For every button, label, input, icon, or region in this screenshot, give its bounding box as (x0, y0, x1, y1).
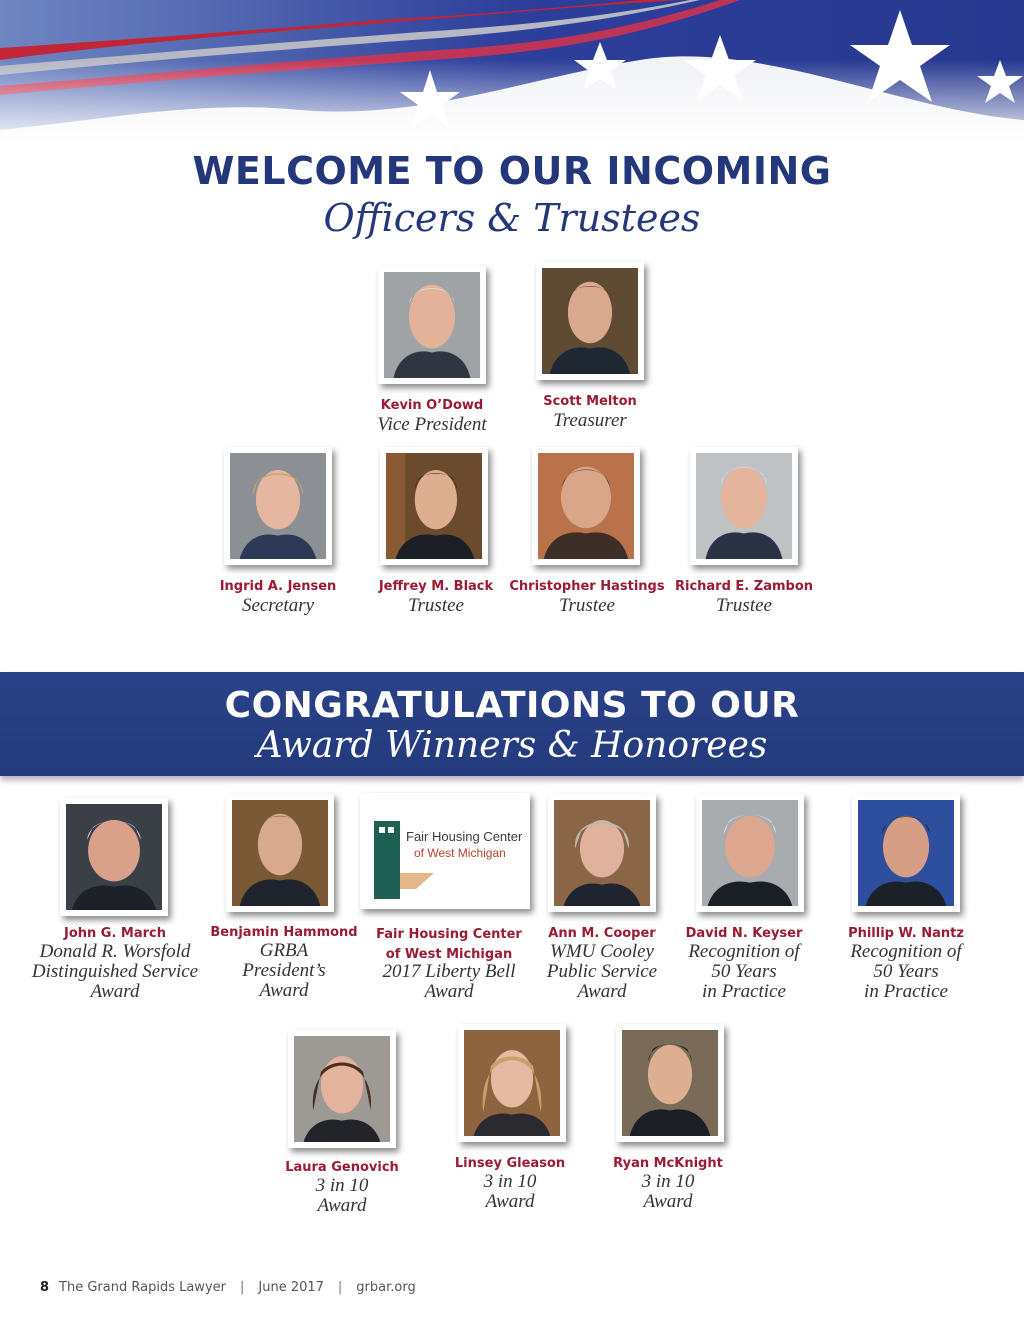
honoree-name: John G. March (63, 926, 167, 941)
flag-banner (0, 0, 1024, 150)
honoree-award: 3 in 10 Award (483, 1171, 537, 1212)
honoree-name: Phillip W. Nantz (848, 926, 964, 941)
welcome-title: WELCOME TO OUR INCOMING (192, 149, 832, 193)
fair-housing-logo (360, 793, 530, 909)
portrait-image (702, 800, 798, 906)
honoree-photo-ann-cooper (548, 794, 656, 912)
portrait-image (622, 1030, 718, 1136)
portrait-image (538, 453, 634, 559)
footer-separator: | (337, 1280, 343, 1295)
honoree-award: 3 in 10 Award (315, 1175, 369, 1216)
footer-separator: | (239, 1280, 245, 1295)
portrait-image (230, 453, 326, 559)
officer-role: Secretary (241, 595, 315, 616)
logo-image (360, 793, 530, 909)
page-number: 8 (40, 1280, 50, 1295)
honoree-photo-john-march (60, 798, 168, 916)
portrait-image (294, 1036, 390, 1142)
officer-photo-kevin-odowd (378, 266, 486, 384)
honoree-award: WMU Cooley Public Service Award (546, 941, 658, 1002)
officer-photo-christopher-hastings (532, 447, 640, 565)
honoree-name: Fair Housing Center of West Michigan (376, 927, 522, 962)
website-link[interactable]: grbar.org (356, 1280, 416, 1295)
officer-photo-jeffrey-black (380, 447, 488, 565)
officer-name: Richard E. Zambon (674, 579, 814, 594)
portrait-image (554, 800, 650, 906)
honoree-name: Linsey Gleason (454, 1156, 566, 1171)
honoree-award: Donald R. Worsfold Distinguished Service Award (31, 941, 199, 1002)
officer-role: Trustee (716, 595, 772, 616)
officer-name: Ingrid A. Jensen (219, 579, 337, 594)
honoree-award: Recognition of 50 Years in Practice (850, 941, 962, 1002)
honoree-photo-laura-genovich (288, 1030, 396, 1148)
officer-role: Treasurer (553, 410, 627, 431)
honoree-photo-linsey-gleason (458, 1024, 566, 1142)
honoree-name: Laura Genovich (285, 1160, 399, 1175)
officer-role: Vice President (377, 414, 487, 435)
officer-name: Scott Melton (543, 394, 637, 409)
portrait-image (66, 804, 162, 910)
honoree-award: 3 in 10 Award (641, 1171, 695, 1212)
publication-name: The Grand Rapids Lawyer (59, 1280, 226, 1295)
honoree-award: Recognition of 50 Years in Practice (688, 941, 800, 1002)
officer-name: Christopher Hastings (509, 579, 665, 594)
officer-name: Kevin O’Dowd (380, 398, 484, 413)
officer-role: Trustee (559, 595, 615, 616)
logo-text-line1: Fair Housing Center (406, 829, 523, 844)
issue-date: June 2017 (258, 1280, 324, 1295)
honoree-name: Ann M. Cooper (548, 926, 656, 941)
logo-text-line2: of West Michigan (414, 846, 506, 860)
american-flag-graphic (0, 0, 1024, 150)
page-footer (40, 1280, 416, 1295)
officer-photo-scott-melton (536, 262, 644, 380)
officers-subtitle: Officers & Trustees (323, 196, 701, 240)
portrait-image (858, 800, 954, 906)
portrait-image (386, 453, 482, 559)
portrait-image (464, 1030, 560, 1136)
honoree-photo-david-keyser (696, 794, 804, 912)
honoree-photo-ryan-mcknight (616, 1024, 724, 1142)
portrait-image (232, 800, 328, 906)
honoree-name: David N. Keyser (685, 926, 803, 941)
portrait-image (696, 453, 792, 559)
honoree-photo-benjamin-hammond (226, 794, 334, 912)
officer-photo-ingrid-jensen (224, 447, 332, 565)
honoree-photo-phillip-nantz (852, 794, 960, 912)
portrait-image (384, 272, 480, 378)
congratulations-title: CONGRATULATIONS TO OUR (224, 685, 800, 726)
awards-subtitle: Award Winners & Honorees (256, 725, 768, 766)
honoree-name: Benjamin Hammond (210, 925, 358, 940)
honoree-name: Ryan McKnight (613, 1156, 723, 1171)
portrait-image (542, 268, 638, 374)
officer-role: Trustee (408, 595, 464, 616)
honoree-award: GRBA President’s Award (242, 940, 326, 1001)
officer-name: Jeffrey M. Black (378, 579, 494, 594)
officer-photo-richard-zambon (690, 447, 798, 565)
honoree-award: 2017 Liberty Bell Award (382, 961, 516, 1002)
